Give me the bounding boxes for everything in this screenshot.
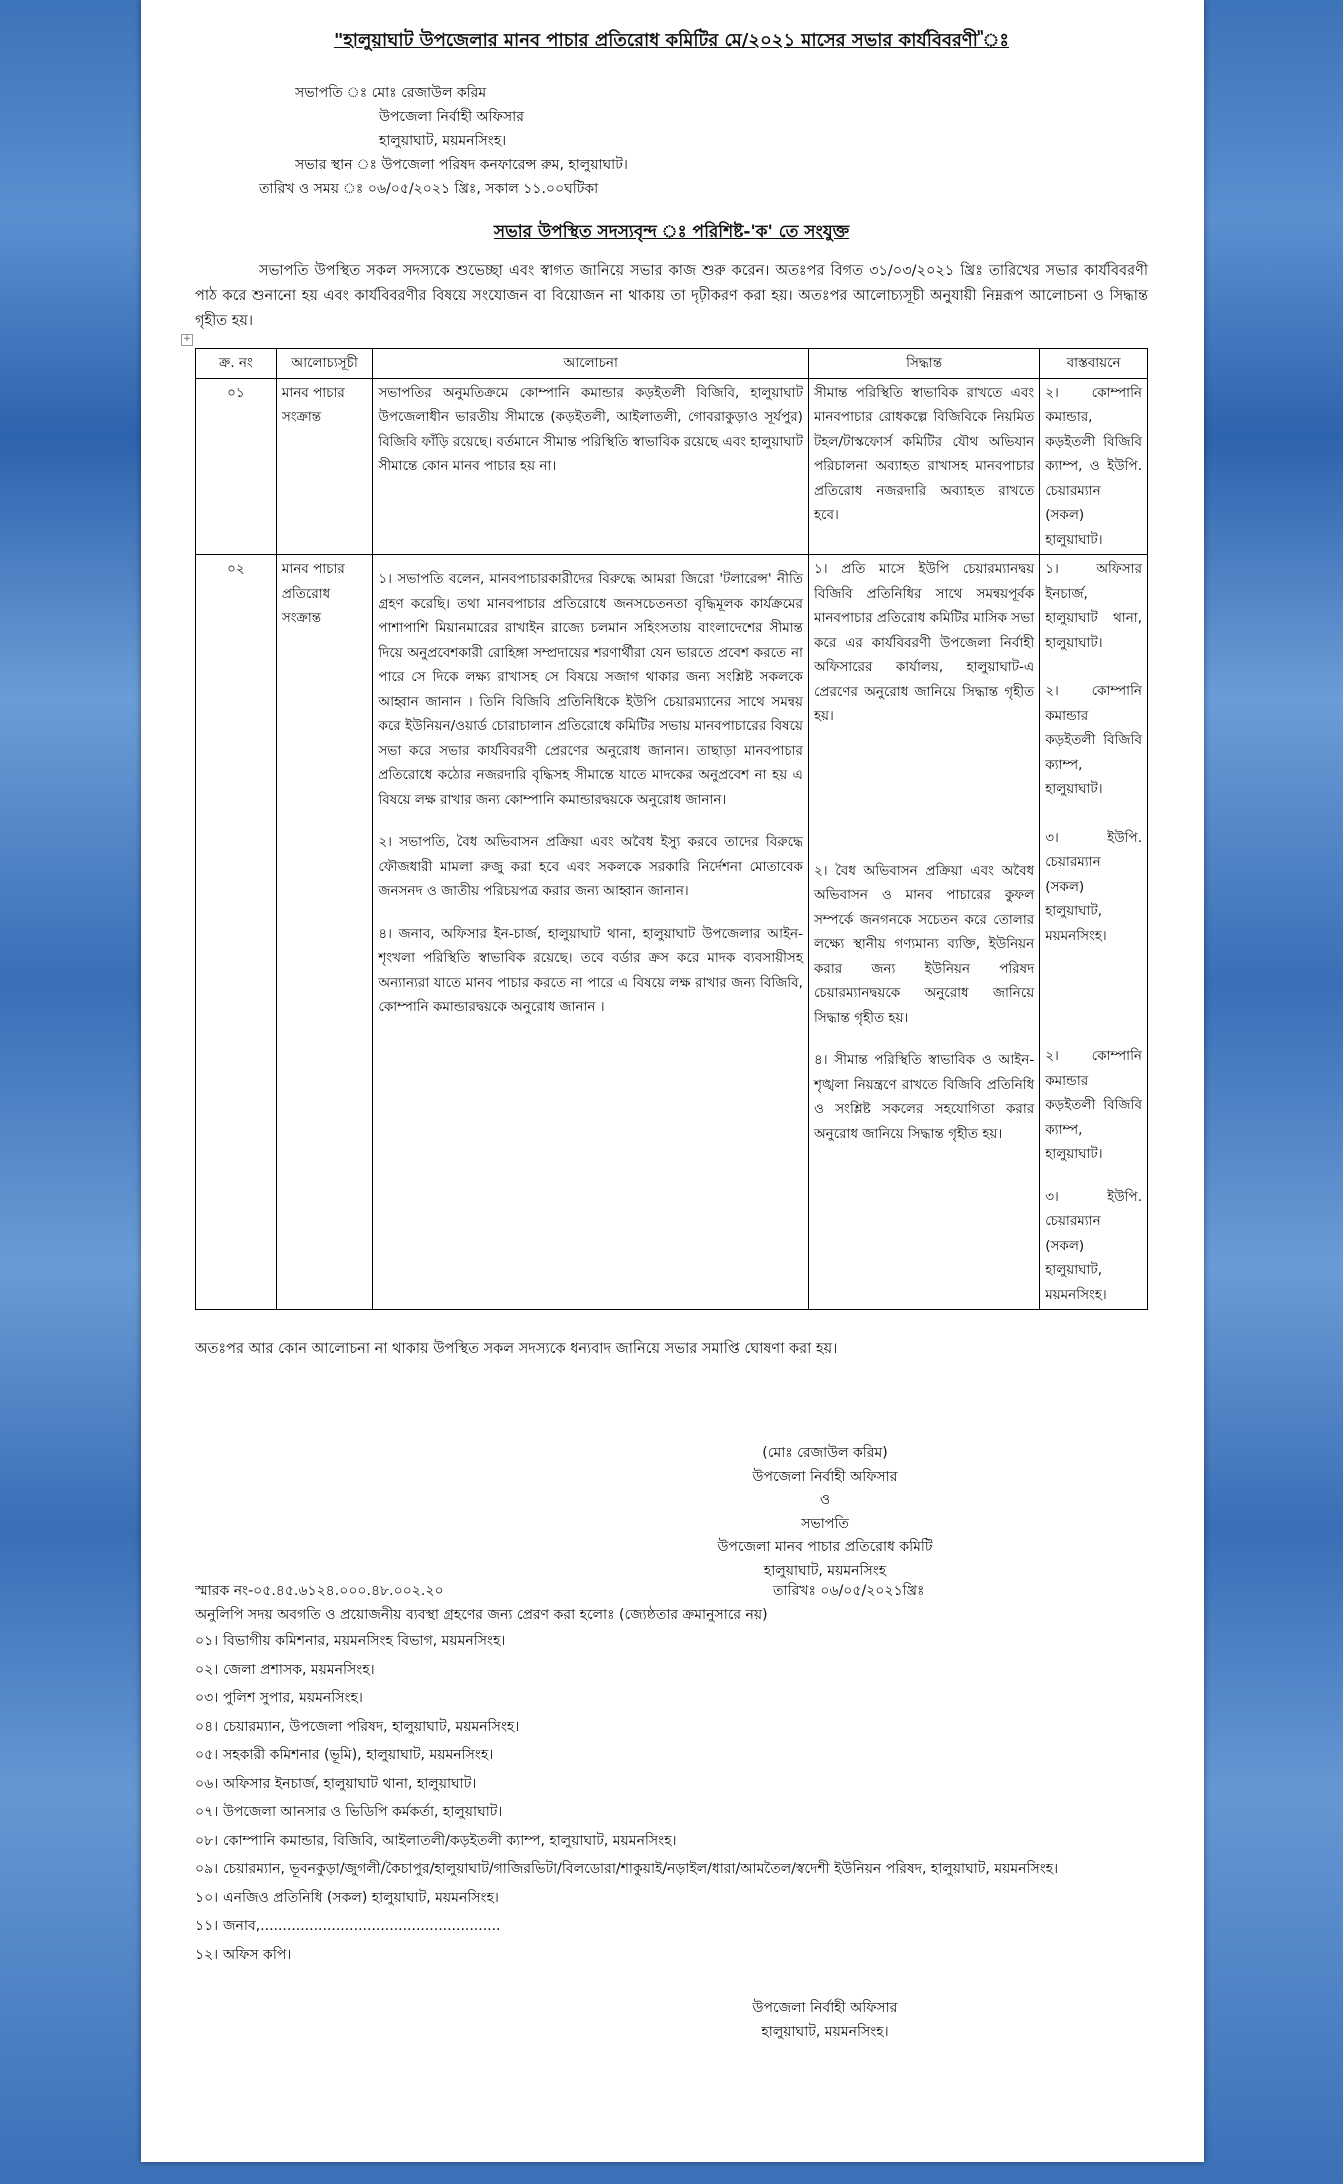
list-item [195,1627,1148,1656]
header-agenda: আলোচ্যসূচী [276,349,373,379]
cc-item-number: ০৯। [195,1861,219,1877]
discussion-item: ১। সভাপতি বলেন, মানবপাচারকারীদের বিরুদ্ধে আমরা জিরো 'টলারেন্স' নীতি গ্রহণ করেছি। তথা মানবপাচার প্রতিরোধে জনসচেতনতা বৃদ্ধিমূলক কার্যক্রমের পাশাপাশি মিয়ানমারের রাখাইন রাজ্যে চলমান সহিংসতায় বাংলাদেশের সীমান্ত দিয়ে অনুপ্রবেশকারী রোহিঙ্গা সম্প্রদায়ের শরণার্থীরা যেন ভারতে প্রবেশ করতে না পারে সে দিকে লক্ষ্য রাখাসহ সে বিষয়ে সজাগ থাকার জন্য সংশ্লিষ্ট সকলকে আহ্বান জানান । তিনি বিজিবি প্রতিনিধিকে ইউপি চেয়ারম্যানের সাথে সমন্বয় করে ইউনিয়ন/ওয়ার্ড চোরাচালান প্রতিরোধে কমিটির সভায় মানবপাচারের বিষয়ে সভা করে সভার কার্যবিবরণী প্রেরণের অনুরোধ জানান। তাছাড়া মানবপাচার প্রতিরোধে কঠোর নজরদারি বৃদ্ধিসহ সীমান্তে যাতে মাদকের অনুপ্রবেশ না হয় এ বিষয়ে লক্ষ রাখার জন্য কোম্পানি কমান্ডারদ্বয়কে অনুরোধ জানান। [378,571,803,808]
row-implementation [1040,555,1148,1310]
chair-title: উপজেলা নির্বাহী অফিসার [379,109,524,125]
memo-date: তারিখঃ ০৬/০৫/২০২১খ্রিঃ [773,1583,925,1599]
attendance-heading: সভার উপস্থিত সদস্যবৃন্দ ঃ পরিশিষ্ট-'ক' তে সংযুক্ত [493,222,850,242]
discussion-item: ২। সভাপতি, বৈধ অভিবাসন প্রক্রিয়া এবং অবৈধ ইস্যু করবে তাদের বিরুদ্ধে ফৌজধারী মামলা রুজু করা হবে এবং সকলকে সরকারি নির্দেশনা মোতাবেক জনসনদ ও জাতীয় পরিচয়পত্র করার জন্য আহ্বান জানান। [378,834,803,899]
memo-number: স্মারক নং-০৫.৪৫.৬১২৪.০০০.৪৮.০০২.২০ [195,1583,444,1599]
row-discussion [373,555,809,1310]
row-serial: ০২ [196,555,277,1310]
cc-item-text: চেয়ারম্যান, উপজেলা পরিষদ, হালুয়াঘাট, ময়মনসিংহ। [223,1718,520,1735]
table-wrapper [183,334,1148,1310]
decision-item: ২। বৈধ অভিবাসন প্রক্রিয়া এবং অবৈধ অভিবাসন ও মানব পাচারের কুফল সম্পর্কে জনগনকে সচেতন করে তোলার লক্ষ্যে স্থানীয় গণ্যমান্য ব্যক্তি, ইউনিয়ন করার জন্য ইউনিয়ন পরিষদ চেয়ারম্যানদ্বয়কে অনুরোধ জানিয়ে সিদ্ধান্ত গৃহীত হয়। [813,862,1035,1026]
cc-item-text: কোম্পানি কমান্ডার, বিজিবি, আইলাতলী/কড়ইতলী ক্যাম্প, হালুয়াঘাট, ময়মনসিংহ। [223,1832,677,1849]
date-line: তারিখ ও সময় ঃ ০৬/০৫/২০২১ খ্রিঃ, সকাল ১১.০০ঘটিকা [259,181,599,197]
closing-paragraph: অতঃপর আর কোন আলোচনা না থাকায় উপস্থিত সকল সদস্যকে ধন্যবাদ জানিয়ে সভার সমাপ্তি ঘোষণা করা হয়। [195,1341,838,1357]
cc-item-text: জেলা প্রশাসক, ময়মনসিংহ। [223,1661,375,1678]
cc-item-number: ১১। [195,1918,219,1934]
list-item [195,1855,1148,1884]
cc-item-text: জনাব,...................................................... [223,1918,501,1934]
chair-line: সভাপতি ঃ মোঃ রেজাউল করিম [295,85,487,101]
table-row [196,378,1148,555]
implementation-item: ৩। ইউপি. চেয়ারম্যান (সকল) হালুয়াঘাট, ময়মনসিংহ। [1045,829,1142,944]
row-agenda: মানব পাচার সংক্রান্ত [276,378,373,555]
cc-item-text: অফিসার ইনচার্জ, হালুয়াঘাট থানা, হালুয়াঘাট। [223,1775,477,1792]
signer-place: হালুয়াঘাট, ময়মনসিংহ [763,1562,887,1579]
table-row [196,555,1148,1310]
cc-item-number: ০৬। [195,1775,219,1792]
header-serial: ক্র. নং [196,349,277,379]
row-discussion: সভাপতির অনুমতিক্রমে কোম্পানি কমান্ডার কড়ইতলী বিজিবি, হালুয়াঘাট উপজেলাধীন ভারতীয় সীমান্তে (কড়ইতলী, আইলাতলী, গোবরাকুড়াও সূর্যপুর) বিজিবি ফাঁড়ি রয়েছে। বর্তমানে সীমান্ত পরিস্থিতি স্বাভাবিক রয়েছে এবং হালুয়াঘাট সীমান্তে কোন মানব পাচার হয় না। [373,378,809,555]
list-item [195,1684,1148,1713]
cc-item-number: ০৮। [195,1832,219,1849]
signer-title: উপজেলা নির্বাহী অফিসার [752,1468,898,1485]
list-item [195,1827,1148,1856]
signature-block-uno [665,1997,985,2044]
table-move-handle-icon[interactable]: + [181,334,193,346]
implementation-item: ২। কোম্পানি কমান্ডার কড়ইতলী বিজিবি ক্যাম্প, হালুয়াঘাট। [1045,683,1142,797]
cc-item-text: বিভাগীয় কমিশনার, ময়মনসিংহ বিভাগ, ময়মনসিংহ। [223,1633,506,1649]
signature-block-chair [665,1442,985,1583]
list-item [195,1656,1148,1685]
discussion-item: ৪। জনাব, অফিসার ইন-চার্জ, হালুয়াঘাট থানা, হালুয়াঘাট উপজেলার আইন-শৃংখলা পরিস্থিতি স্বাভাবিক রয়েছে। তবে বর্ডার ক্রস করে মাদক ব্যবসায়ীসহ অন্যান্যরা যাতে মানব পাচার করতে না পারে এ বিষয়ে লক্ষ রাখার জন্য বিজিবি, কোম্পানি কমান্ডারদ্বয়কে অনুরোধ জানান । [378,925,803,1015]
row-decision [808,555,1039,1310]
signer-role: সভাপতি [801,1515,849,1532]
intro-paragraph: সভাপতি উপস্থিত সকল সদস্যকে শুভেচ্ছা এবং স্বাগত জানিয়ে সভার কাজ শুরু করেন। অতঃপর বিগত ৩১/০৩/২০২১ খ্রিঃ তারিখের সভার কার্যবিবরণী পাঠ করে শুনানো হয় এবং কার্যবিবরণীর বিষয়ে সংযোজন বা বিয়োজন না থাকায় তা দৃঢ়ীকরণ করা হয়। অতঃপর আলোচ্যসূচী অনুযায়ী নিম্নরূপ আলোচনা ও সিদ্ধান্ত গৃহীত হয়। [195,263,1148,329]
memo-row [195,1579,1148,1603]
row-decision: সীমান্ত পরিস্থিতি স্বাভাবিক রাখতে এবং মানবপাচার রোধকল্পে বিজিবিকে নিয়মিত টহল/টাস্কফোর্স কমিটির যৌথ অভিযান পরিচালনা অব্যাহত রাখাসহ মানবপাচার প্রতিরোধ নজরদারি অব্যাহত রাখতে হবে। [808,378,1039,555]
list-item [195,1741,1148,1770]
cc-item-text: সহকারী কমিশনার (ভূমি), হালুয়াঘাট, ময়মনসিংহ। [223,1747,494,1763]
implementation-item: ১। অফিসার ইনচার্জ, হালুয়াঘাট থানা, হালুয়াঘাট। [1045,561,1142,651]
cc-item-text: চেয়ারম্যান, ভূবনকুড়া/জুগলী/কৈচাপুর/হালুয়াঘাট/গাজিরভিটা/বিলডোরা/শাকুয়াই/নড়াইল/ধারা/আমতৈল/স্বদেশী ইউনিয়ন পরিষদ, হালুয়াঘাট, ময়মনসিংহ। [223,1861,1059,1877]
cc-item-number: ১২। [195,1946,219,1963]
table-header-row [196,349,1148,379]
signer-committee: উপজেলা মানব পাচার প্রতিরোধ কমিটি [717,1539,933,1555]
cc-heading: অনুলিপি সদয় অবগতি ও প্রয়োজনীয় ব্যবস্থা গ্রহণের জন্য প্রেরণ করা হলোঃ (জ্যেষ্ঠতার ক্রমানুসারে নয়) [195,1607,768,1623]
cc-item-text: এনজিও প্রতিনিধি (সকল) হালুয়াঘাট, ময়মনসিংহ। [223,1889,499,1906]
row-agenda: মানব পাচার প্রতিরোধ সংক্রান্ত [276,555,373,1310]
header-decision: সিদ্ধান্ত [808,349,1039,379]
cc-item-number: ০১। [195,1633,219,1649]
cc-item-number: ০২। [195,1661,219,1678]
list-item [195,1912,1148,1941]
signer-title: উপজেলা নির্বাহী অফিসার [752,2000,898,2016]
cc-item-text: উপজেলা আনসার ও ভিডিপি কর্মকর্তা, হালুয়াঘাট। [223,1804,503,1820]
document-title: "হালুয়াঘাট উপজেলার মানব পাচার প্রতিরোধ কমিটির মে/২০২১ মাসের সভার কার্যবিবরণী"ঃ [333,30,1010,51]
decision-item: ৪। সীমান্ত পরিস্থিতি স্বাভাবিক ও আইন-শৃঙ্খলা নিয়ন্ত্রণে রাখতে বিজিবি প্রতিনিধি ও সংশ্লিষ্ট সকলের সহযোগিতা করার অনুরোধ জানিয়ে সিদ্ধান্ত গৃহীত হয়। [813,1052,1035,1142]
header-discussion: আলোচনা [373,349,809,379]
cc-item-number: ১০। [195,1889,219,1906]
signer-place: হালুয়াঘাট, ময়মনসিংহ। [761,2023,889,2040]
decision-item: ১। প্রতি মাসে ইউপি চেয়ারম্যানদ্বয় বিজিবি প্রতিনিধির সাথে সমন্বয়পূর্বক মানবপাচার প্রতিরোধ কমিটির মাসিক সভা করে এর কার্যবিবরণী উপজেলা নির্বাহী অফিসারের কার্যালয়, হালুয়াঘাট-এ প্রেরণের অনুরোধ জানিয়ে সিদ্ধান্ত গৃহীত হয়। [813,561,1035,724]
header-implementation: বাস্তবায়নে [1040,349,1148,379]
document-page [141,0,1204,2162]
cc-item-number: ০৫। [195,1747,219,1763]
row-implementation: ২। কোম্পানি কমান্ডার, কড়ইতলী বিজিবি ক্যাম্প, ও ইউপি. চেয়ারম্যান (সকল) হালুয়াঘাট। [1040,378,1148,555]
cc-item-number: ০৩। [195,1690,219,1706]
cc-item-number: ০৭। [195,1804,219,1820]
implementation-item: ২। কোম্পানি কমান্ডার কড়ইতলী বিজিবি ক্যাম্প, হালুয়াঘাট। [1045,1048,1142,1162]
minutes-table [195,348,1148,1310]
implementation-item: ৩। ইউপি. চেয়ারম্যান (সকল) হালুয়াঘাট, ময়মনসিংহ। [1045,1188,1142,1303]
list-item [195,1713,1148,1742]
chair-place: হালুয়াঘাট, ময়মনসিংহ। [379,133,507,149]
signer-and: ও [819,1492,831,1508]
list-item [195,1798,1148,1827]
row-serial: ০১ [196,378,277,555]
cc-item-text: অফিস কপি। [223,1946,292,1963]
venue-line: সভার স্থান ঃ উপজেলা পরিষদ কনফারেন্স রুম, হালুয়াঘাট। [295,157,628,173]
signer-name: (মোঃ রেজাউল করিম) [762,1445,888,1461]
cc-item-number: ০৪। [195,1718,219,1735]
list-item [195,1941,1148,1970]
list-item [195,1770,1148,1799]
list-item [195,1884,1148,1913]
cc-list [195,1627,1148,1969]
cc-item-text: পুলিশ সুপার, ময়মনসিংহ। [223,1690,363,1706]
meeting-meta [259,81,1148,201]
